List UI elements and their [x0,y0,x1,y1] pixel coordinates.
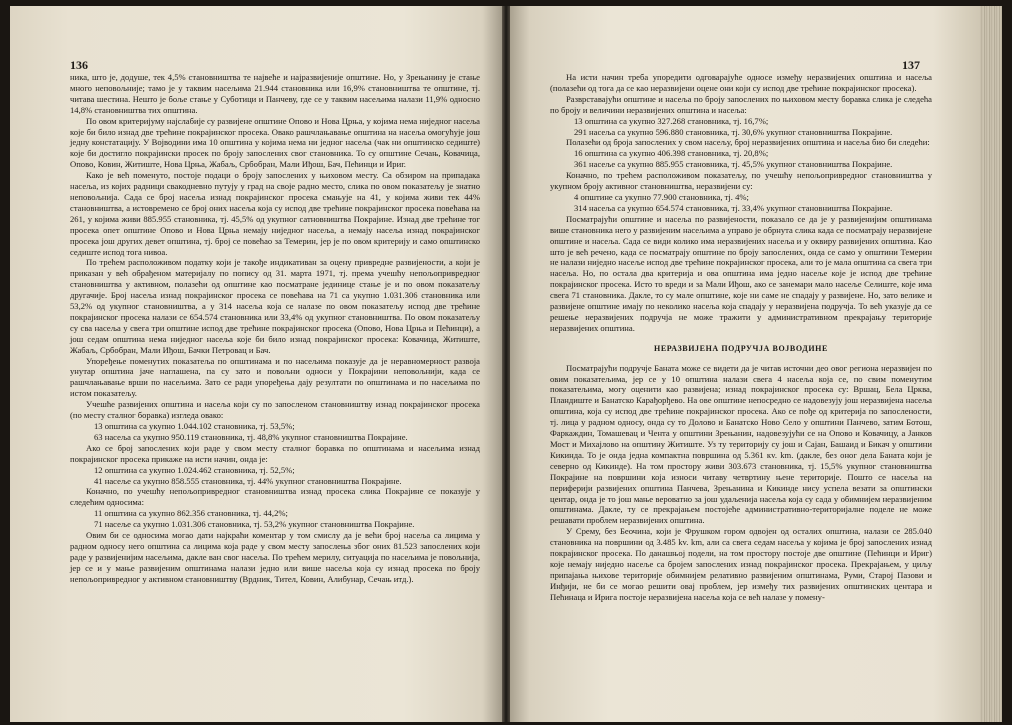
left-page [10,6,502,722]
list-line: 4 општине са укупно 77.900 становника, тј. 4%; [574,191,749,202]
paragraph: Посматрајући подручје Баната може се видети да је читав источни део овог региона неразвијен по овим показатељима, јер се у 10 општина налази свега 4 насеља која се, по свим поменутим показатељима, могу оценити као развијена; изнад покрајинског просека су: Вршац, Бела Црква, Пландиште и Банатско Карађорђево. На ове општине непосредно се надовезују још неразвијена насеља општина, која су испод две трећине покрајинског просека. Ако се пође од критерија по запослености, тј. лица у радном односу, онда су то Долово и Банатско Ново Село у општини Панчево, затим Ботош, Фаркаждин, Томашевац и Чента у општини Зрењанин, надовезујући се на Опово и Ковачицу, а Јанков Мост и Михајлово на општину Житиште. Уз ту територију су још и Сајан, Башаид и Бикач у општини Кикинда. То је онда једна компактна површина од 5.361 кv. km. (даклe, без оног дела Баната који је северно од Кикинде). На том простору живи 303.673 становника, тј. 15,5% укупног становништва Покрајине на површини која износи читаву четвртину њене територије. Поштo се насеља на периферији развијених општина Панчева, Зрењанина и Кикинде нису успела везати за општински центар, онда је то још мање вероватно за још удаљенија насеља која су сада у обимнијем неразвијеним општинама. Дакле, ту се прекрајањем постојеће административно-територијалне поделе не може решавати проблем неразвијених општина. [550,362,932,526]
page-number-left: 136 [70,58,88,72]
paragraph: Ако се број запослених који раде у свом месту сталног боравка по општинама и насељима изнад покрајинског просека прикаже на исти начин, онда је: [70,442,480,464]
paragraph: Како је већ поменуто, постоје подаци о броју запослених у њиховом месту. Са обзиром на припадака насеља, из којих радници свакодневно путују у град на своје радно место, слика по овом показатељу је знатно неповољнија. Сада се број насеља изнад покрајинског просека смањује на 41, у којима живи тек 44% становништва, а истовремено се број оних насеља која су испод две трећине покрајинског просека повећава на 261, у којима живи 885.955 становника, тј. 45,5% од укупног сатновништва Покрајине. Изнад две трећине тог просека опет општине Опово и Нова Црња немају ниједног насеља, а немају насеља изнад покрајинског просека још других девет општина, тј. број се повећао за Темерин, јер је по овом критерију и само општинско седиште испод тога нивоа. [70,170,480,257]
list-line: 13 општина са укупно 1.044.102 становника, тј. 53,5%; [94,421,295,431]
list-line: 16 општина са укупно 406.398 становника, тј. 20,8%; [574,148,769,159]
list-line: 63 насеља са укупно 950.119 становника, тј. 48,8% укупног становништва Покрајине. [94,431,408,442]
paragraph: Разврставајући општине и насеља по броју запослених по њиховом месту боравка слика је следећа по броју и величини неразвијених општина и насеља: [550,93,932,115]
list-line: 361 насеље са укупно 885.955 становника, тј. 45,5% укупног становништва Покрајине. [574,159,893,170]
page-edges [980,6,1002,722]
paragraph: По трећем расположивом податку који је такође индикативан за оцену привредне развијености, а који је приказан у већ обрађеном материјалу по попису од 31. марта 1971, тј. према учешћу непољопривредног становништва у активном, полазећи од општине као посматране јединице стање је и по овом показатељу другачије. Број насеља изнад покрајинског просека се повећава на 71 са укупно 1.031.306 становника или 53,2% од укупног становништва, а у 314 насеља која се налазе по овом показатељу испод две трећине покрајинског просека налази се 654.574 становника или 33,4% од укупног становништва. По овом показатељу су сва насеља у свега три општине испод две трећине покрајинског просека (Опово, Нова Црња и Пећинци), а још седам општина нема ниједног насеља које би било изнад покрајинског просека: Ковачица, Житиште, Жабаљ, Србобран, Мали Иђош, Бачки Петровац и Бач. [70,257,480,355]
list-line: 11 општина са укупно 862.356 становника, тј. 44,2%; [94,508,288,519]
paragraph: Коначно, по трећем расположивом показатељу, по учешћу непољопривредног становништва у укупном броју активног становништва, неразвијени су: [550,170,932,192]
list-line: 291 насеља са укупно 596.880 становника, тј. 30,6% укупног становништва Покрајине. [574,126,893,137]
paragraph: У Срему, без Беочина, који је Фрушком гором одвојен од осталих општина, налази се 285.040 становника на површини од 3.485 kv. km, али са свега седам насеља у којима је број запослених изнад покрајинског просека. По данашњој подели, на том простору постоје две општине (Пећинци и Ириг) које немају ниједно насеље са бројем запослених изнад покрајинског просека. Прекрајањем, у циљу припајања њихове територије обимнијем релативно развијеним општинама, Руми, Старој Пазови и Инђији, не би се могао решити овај проблем, јер између тих развијених општинских центара и Пећинаца и Ирига постоје неразвијена насеља која се већ налазе у помену- [550,526,932,602]
book-gutter [502,6,510,722]
list-line: 12 општина са укупно 1.024.462 становника, тј. 52,5%; [94,464,295,475]
paragraph: Полазећи од броја запослених у свом насељу, број неразвијених општина и насеља био би следећи: [566,137,930,148]
paragraph: Упоређење поменутих показатеља по општинама и по насељима показује да је неравномерност развоја унутар општина јаче наглашена, па су зато и повољни односи у Покрајини неповољнији, када се рашчлањавање врши по насељима. Зато се ради упоређења дају резултати по општинама и по насељима по истом показатељу. [70,355,480,399]
page-number-right: 137 [902,58,920,72]
paragraph: Овим би се односима могао дати најкраћи коментар у том смислу да је већи број насеља са лицима у радном односу него општина са лицима која раде у свом месту запослења због оних 81.523 запослених који раде у развијенијим насељима, дакле ван свог насеља. По трећем мерилу, ситуација по насељима је повољнија, јер се и у мање развијеним општинама налази једно или више насеља која су изнад просека по броју непољопривредног у активном становништву (Врдник, Тител, Ковин, Алибунар, Сечањ итд.). [70,530,480,584]
list-line: 13 општина са укупно 327.268 становника, тј. 16,7%; [574,115,769,126]
list-line: 71 насеље са укупно 1.031.306 становника, тј. 53,2% укупног становништва Покрајине. [94,519,415,530]
section-heading: НЕРАЗВИЈЕНА ПОДРУЧЈА ВОЈВОДИНЕ [654,343,828,353]
paragraph: ника, што је, додуше, тек 4,5% становништва те највеће и најразвијеније општине. Но, у Зрењанину је стање много неповољније; тамо је у таквим насељима 21.944 становника или 16,9% становништва те општине, тј. читава шестина. Нешто је боље стање у Суботици и Панчеву, где се у таквим насељима налази 11,9% односно 14,8% становништва тих општина. [70,72,480,115]
right-page-text [550,72,932,603]
paragraph: Посматрајући општине и насеља по развијености, показало се да је у развијенијим општинама више становника него у развијеним насељима а управо је обрнута слика када се посматрају неразвијене општине и насеља. Сада се види колико има неразвијених насеља и у оквиру развијених општина. Као што је већ речено, када се посматрају општине по броју запослених, онда се само у општини Темерин не налази ниједно насеље испод две трећине покрајинског просека, али то је мала општина са свега три насеља. Но, по остала два критерија и ова општина има једно насеље које је испод две трећине покрајинског просека. Исто то вреди и за Мали Иђош, ако се занемари мало насеље Селиште, које има свега 71 становника. Дакле, то су мале општине, које ни саме не спадају у развијене. Но, зато велике и развијене општине имају по неколико насеља која спадају у неразвијена подручја. То већ указује да се решење неразвијених подручја не може тражити у административном прекрајању територије неразвијених општина. [550,213,932,333]
paragraph: Учешће развијених општина и насеља који су по запосленом становништву изнад покрајинског просека (по месту сталног боравка) изгледа овако: [70,399,480,421]
book-spread [10,6,1002,722]
right-page [510,6,1002,722]
list-line: 314 насеља са укупно 654.574 становника, тј. 33,4% укупног становништва Покрајине. [574,202,893,213]
paragraph: По овом критеријуму најслабије су развијене општине Опово и Нова Црња, у којима нема ниједног насеља које би било изнад две трећине покрајинског просека. Овако рашчлањавање општина на насеља омогућује још једну констатацију. У Војводини има 10 општина у којима нема ни једног насеља (чак ни општинско седиште) које би достигло покрајински просек по броју запослених свог становника. То су општине Сечањ, Ковачица, Опово, Ковин, Житиште, Нова Црња, Жабаљ, Србобран, Мали Иђош, Бач, Пећинци и Ириг. [70,115,480,170]
paragraph: На исти начин треба упоредити одговарајуће односе између неразвијених општина и насеља (полазећи од тога да се као неразвијени оцене они који су испод две трећине покрајинског просека). [550,72,932,93]
list-line: 41 насеље са укупно 858.555 становника, тј. 44% укупног становништва Покрајине. [94,475,402,486]
left-page-text [70,72,480,585]
paragraph: Коначно, по учешћу непољопривредног становништва изнад просека слика Покрајине се показује у следећим односима: [70,486,480,508]
